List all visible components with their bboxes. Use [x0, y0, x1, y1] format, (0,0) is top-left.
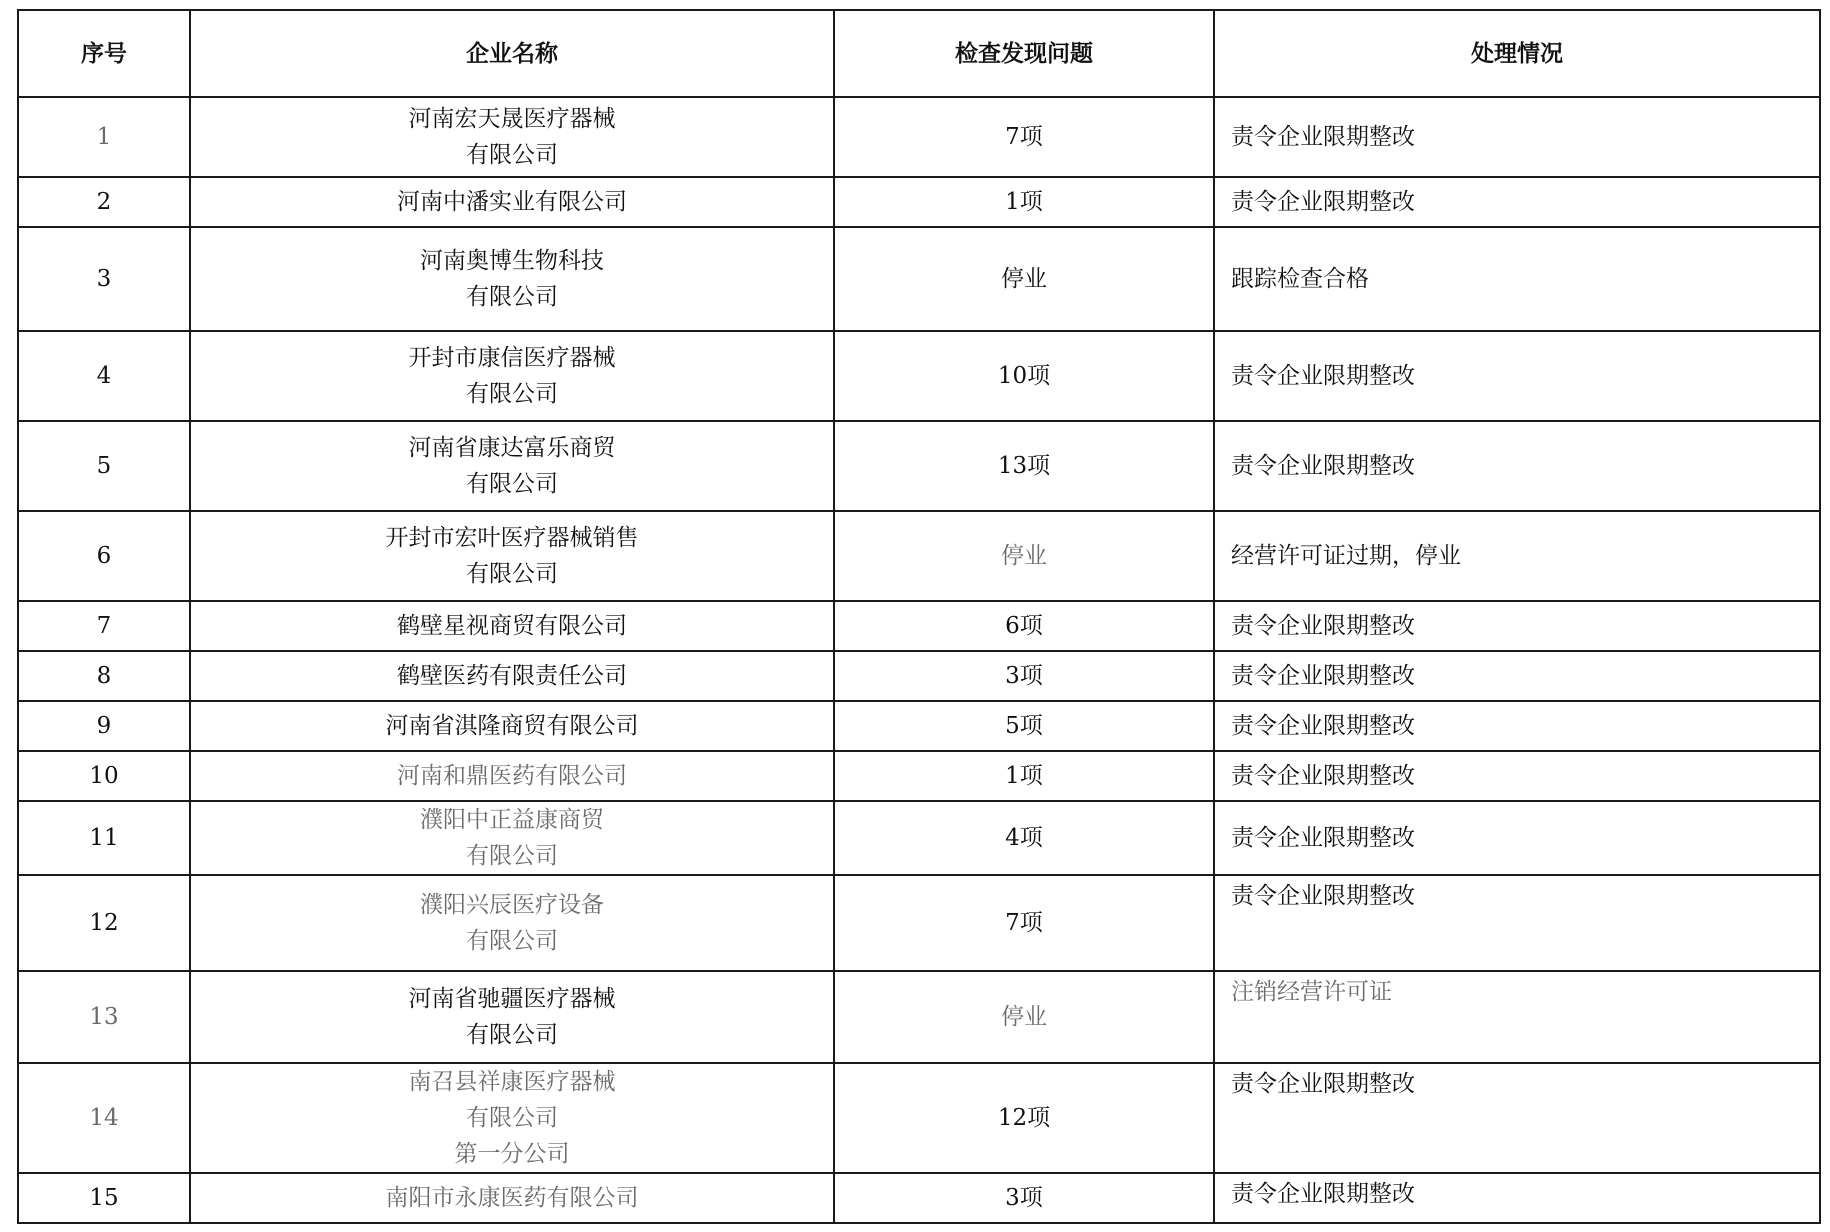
row-handling: 责令企业限期整改 — [1214, 331, 1820, 421]
table-row — [18, 331, 1820, 421]
row-issues: 5项 — [834, 701, 1214, 751]
row-issues: 6项 — [834, 601, 1214, 651]
row-seq: 11 — [18, 801, 190, 875]
row-handling: 责令企业限期整改 — [1214, 801, 1820, 875]
row-handling: 责令企业限期整改 — [1214, 601, 1820, 651]
row-seq: 10 — [18, 751, 190, 801]
row-handling: 责令企业限期整改 — [1214, 1173, 1820, 1223]
row-company-name: 鹤壁星视商贸有限公司 — [190, 601, 834, 651]
row-seq: 3 — [18, 227, 190, 331]
row-company-name: 河南省淇隆商贸有限公司 — [190, 701, 834, 751]
table-row — [18, 227, 1820, 331]
table-row — [18, 651, 1820, 701]
row-company-name: 开封市宏叶医疗器械销售 有限公司 — [190, 511, 834, 601]
row-issues: 1项 — [834, 751, 1214, 801]
row-handling: 责令企业限期整改 — [1214, 701, 1820, 751]
table-row — [18, 601, 1820, 651]
header-company-name: 企业名称 — [190, 10, 834, 97]
row-company-name: 濮阳兴辰医疗设备 有限公司 — [190, 875, 834, 971]
inspection-results-table — [17, 9, 1821, 1224]
row-issues: 7项 — [834, 97, 1214, 177]
row-issues: 停业 — [834, 511, 1214, 601]
row-company-name: 河南和鼎医药有限公司 — [190, 751, 834, 801]
header-seq: 序号 — [18, 10, 190, 97]
row-company-name: 河南宏天晟医疗器械 有限公司 — [190, 97, 834, 177]
row-seq: 13 — [18, 971, 190, 1063]
row-handling: 责令企业限期整改 — [1214, 875, 1820, 971]
row-company-name: 南阳市永康医药有限公司 — [190, 1173, 834, 1223]
table-row — [18, 1173, 1820, 1223]
table-row — [18, 971, 1820, 1063]
table-row — [18, 875, 1820, 971]
header-issues-found: 检查发现问题 — [834, 10, 1214, 97]
row-issues: 4项 — [834, 801, 1214, 875]
table-row — [18, 97, 1820, 177]
row-company-name: 南召县祥康医疗器械 有限公司 第一分公司 — [190, 1063, 834, 1173]
row-handling: 经营许可证过期，停业 — [1214, 511, 1820, 601]
row-issues: 1项 — [834, 177, 1214, 227]
row-company-name: 河南省驰疆医疗器械 有限公司 — [190, 971, 834, 1063]
row-handling: 责令企业限期整改 — [1214, 651, 1820, 701]
row-seq: 9 — [18, 701, 190, 751]
table-row — [18, 177, 1820, 227]
row-company-name: 濮阳中正益康商贸 有限公司 — [190, 801, 834, 875]
row-seq: 7 — [18, 601, 190, 651]
row-issues: 12项 — [834, 1063, 1214, 1173]
row-company-name: 鹤壁医药有限责任公司 — [190, 651, 834, 701]
row-seq: 15 — [18, 1173, 190, 1223]
row-issues: 3项 — [834, 1173, 1214, 1223]
table-row — [18, 421, 1820, 511]
table-row — [18, 801, 1820, 875]
row-seq: 8 — [18, 651, 190, 701]
row-seq: 1 — [18, 97, 190, 177]
row-handling: 责令企业限期整改 — [1214, 751, 1820, 801]
table-row — [18, 701, 1820, 751]
row-handling: 注销经营许可证 — [1214, 971, 1820, 1063]
header-handling: 处理情况 — [1214, 10, 1820, 97]
row-seq: 4 — [18, 331, 190, 421]
row-seq: 12 — [18, 875, 190, 971]
row-handling: 责令企业限期整改 — [1214, 97, 1820, 177]
table-row — [18, 511, 1820, 601]
row-handling: 责令企业限期整改 — [1214, 421, 1820, 511]
row-company-name: 开封市康信医疗器械 有限公司 — [190, 331, 834, 421]
row-handling: 责令企业限期整改 — [1214, 177, 1820, 227]
row-seq: 2 — [18, 177, 190, 227]
row-seq: 14 — [18, 1063, 190, 1173]
row-company-name: 河南奥博生物科技 有限公司 — [190, 227, 834, 331]
table-row — [18, 1063, 1820, 1173]
row-issues: 停业 — [834, 971, 1214, 1063]
row-handling: 跟踪检查合格 — [1214, 227, 1820, 331]
row-issues: 13项 — [834, 421, 1214, 511]
row-company-name: 河南省康达富乐商贸 有限公司 — [190, 421, 834, 511]
table-row — [18, 751, 1820, 801]
row-seq: 6 — [18, 511, 190, 601]
row-issues: 7项 — [834, 875, 1214, 971]
row-issues: 10项 — [834, 331, 1214, 421]
row-handling: 责令企业限期整改 — [1214, 1063, 1820, 1173]
row-seq: 5 — [18, 421, 190, 511]
row-company-name: 河南中潘实业有限公司 — [190, 177, 834, 227]
table-header-row — [18, 10, 1820, 97]
row-issues: 3项 — [834, 651, 1214, 701]
row-issues: 停业 — [834, 227, 1214, 331]
